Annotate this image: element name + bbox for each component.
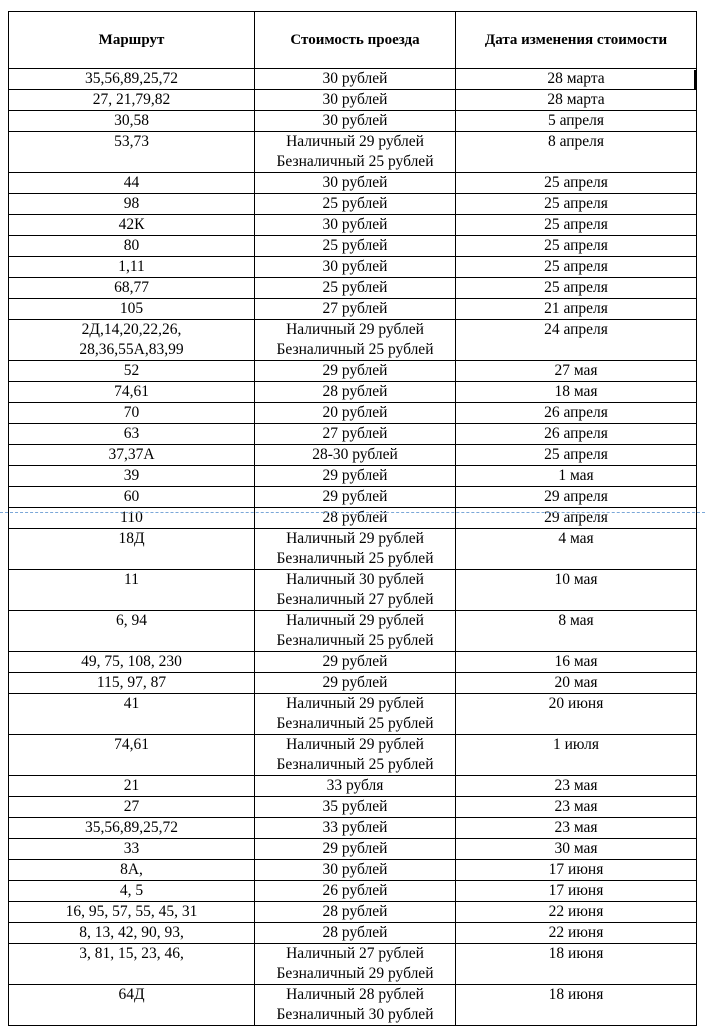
date-cell: 4 мая <box>456 529 697 570</box>
fare-cell-line: 25 рублей <box>322 237 388 254</box>
route-cell <box>9 236 255 257</box>
date-cell: 18 мая <box>456 382 697 403</box>
route-cell <box>9 570 255 611</box>
date-cell: 5 апреля <box>456 111 697 132</box>
route-cell <box>9 735 255 776</box>
route-cell-line: 27, 21,79,82 <box>92 91 171 108</box>
date-cell: 24 апреля <box>456 320 697 361</box>
table-row <box>9 797 697 818</box>
fare-cell-line: 29 рублей <box>322 653 388 670</box>
fare-cell <box>255 902 456 923</box>
fare-cell <box>255 818 456 839</box>
table-row <box>9 69 697 90</box>
table-row <box>9 173 697 194</box>
fare-cell <box>255 881 456 902</box>
route-cell-line: 115, 97, 87 <box>96 674 167 691</box>
table-row <box>9 570 697 611</box>
fare-cell-line: Наличный 29 рублей <box>286 133 424 150</box>
date-cell: 26 апреля <box>456 403 697 424</box>
route-cell-line: 60 <box>123 488 140 505</box>
date-cell: 1 июля <box>456 735 697 776</box>
table-row <box>9 403 697 424</box>
date-cell: 20 июня <box>456 694 697 735</box>
header-fare: Стоимость проезда <box>255 12 456 69</box>
table-row <box>9 236 697 257</box>
route-cell-line: 6, 94 <box>116 612 147 629</box>
route-cell-line: 70 <box>123 404 140 421</box>
fare-cell-line: 29 рублей <box>322 840 388 857</box>
fare-cell-line: 33 рублей <box>322 819 388 836</box>
header-date-changed: Дата изменения стоимости <box>456 12 697 69</box>
fare-cell <box>255 403 456 424</box>
fare-cell <box>255 236 456 257</box>
fare-cell-line: 30 рублей <box>322 174 388 191</box>
route-cell-line: 63 <box>123 425 140 442</box>
route-cell <box>9 361 255 382</box>
fare-cell-line: Наличный 29 рублей <box>286 736 424 753</box>
fare-cell <box>255 278 456 299</box>
fare-cell-line: Наличный 27 рублей <box>286 945 424 962</box>
route-cell <box>9 902 255 923</box>
fare-cell <box>255 466 456 487</box>
route-cell-line: 110 <box>120 509 143 526</box>
route-cell-line: 35,56,89,25,72 <box>85 819 178 836</box>
route-cell <box>9 132 255 173</box>
fare-cell-line: Безналичный 25 рублей <box>276 341 434 358</box>
fare-cell <box>255 611 456 652</box>
table-row <box>9 839 697 860</box>
fare-cell-line: 25 рублей <box>322 279 388 296</box>
date-cell: 27 мая <box>456 361 697 382</box>
table-row <box>9 257 697 278</box>
fare-cell <box>255 194 456 215</box>
route-cell-line: 33 <box>123 840 140 857</box>
fare-cell-line: Безналичный 29 рублей <box>276 965 434 982</box>
route-cell-line: 16, 95, 57, 55, 45, 31 <box>65 903 198 920</box>
date-cell: 25 апреля <box>456 236 697 257</box>
route-cell <box>9 944 255 985</box>
fare-cell-line: 28 рублей <box>322 383 388 400</box>
fare-cell <box>255 944 456 985</box>
route-cell <box>9 69 255 90</box>
date-cell: 18 июня <box>456 944 697 985</box>
fare-cell-line: Безналичный 25 рублей <box>276 153 434 170</box>
date-cell: 25 апреля <box>456 257 697 278</box>
fare-cell <box>255 776 456 797</box>
fare-cell-line: Наличный 28 рублей <box>286 986 424 1003</box>
route-cell-line: 64Д <box>118 986 145 1003</box>
table-row <box>9 487 697 508</box>
fare-cell-line: 30 рублей <box>322 91 388 108</box>
fare-cell-line: 26 рублей <box>322 882 388 899</box>
route-cell-line: 74,61 <box>114 736 149 753</box>
date-cell: 20 мая <box>456 673 697 694</box>
route-cell-line: 44 <box>123 174 140 191</box>
route-cell-line: 4, 5 <box>119 882 144 899</box>
route-cell-line: 68,77 <box>114 279 149 296</box>
fare-cell <box>255 90 456 111</box>
date-cell: 25 апреля <box>456 278 697 299</box>
date-cell: 22 июня <box>456 902 697 923</box>
table-row <box>9 508 697 529</box>
fare-cell-line: 30 рублей <box>322 70 388 87</box>
header-route: Маршрут <box>9 12 255 69</box>
fare-cell-line: Безналичный 30 рублей <box>276 1006 434 1023</box>
fare-cell-line: 25 рублей <box>322 195 388 212</box>
fare-cell-line: 29 рублей <box>322 488 388 505</box>
table-row <box>9 382 697 403</box>
route-cell-line: 30,58 <box>114 112 149 129</box>
table-row <box>9 445 697 466</box>
route-cell-line: 105 <box>119 300 144 317</box>
route-cell <box>9 487 255 508</box>
route-cell <box>9 299 255 320</box>
date-cell: 23 мая <box>456 776 697 797</box>
fare-cell-line: 28 рублей <box>322 924 388 941</box>
fare-cell-line: Наличный 29 рублей <box>286 321 424 338</box>
route-cell <box>9 881 255 902</box>
fare-cell <box>255 570 456 611</box>
route-cell-line: 2Д,14,20,22,26, <box>81 321 182 338</box>
fare-cell-line: Безналичный 25 рублей <box>276 632 434 649</box>
route-cell-line: 18Д <box>118 530 145 547</box>
date-cell: 8 мая <box>456 611 697 652</box>
table-row <box>9 361 697 382</box>
route-cell-line: 53,73 <box>114 133 149 150</box>
date-cell: 18 июня <box>456 985 697 1026</box>
date-cell: 28 марта <box>456 69 697 90</box>
table-header-row <box>9 12 697 69</box>
fare-cell-line: Безналичный 25 рублей <box>276 550 434 567</box>
table-row <box>9 132 697 173</box>
route-cell <box>9 466 255 487</box>
fare-cell-line: 28 рублей <box>322 903 388 920</box>
route-cell-line: 41 <box>123 695 140 712</box>
fare-cell-line: Безналичный 25 рублей <box>276 756 434 773</box>
fare-change-table <box>8 11 697 1026</box>
date-cell: 28 марта <box>456 90 697 111</box>
route-cell <box>9 424 255 445</box>
table-row <box>9 111 697 132</box>
fare-cell <box>255 673 456 694</box>
fare-cell-line: 30 рублей <box>322 861 388 878</box>
fare-cell <box>255 424 456 445</box>
page-break-line <box>0 512 705 513</box>
fare-cell-line: 27 рублей <box>322 300 388 317</box>
route-cell <box>9 611 255 652</box>
fare-cell <box>255 361 456 382</box>
date-cell: 29 апреля <box>456 508 697 529</box>
route-cell <box>9 923 255 944</box>
route-cell-line: 27 <box>123 798 140 815</box>
route-cell <box>9 173 255 194</box>
date-cell: 25 апреля <box>456 445 697 466</box>
route-cell-line: 49, 75, 108, 230 <box>81 653 182 670</box>
route-cell-line: 35,56,89,25,72 <box>85 70 178 87</box>
fare-cell-line: 29 рублей <box>322 467 388 484</box>
route-cell-line: 80 <box>123 237 140 254</box>
fare-cell <box>255 320 456 361</box>
fare-cell <box>255 839 456 860</box>
route-cell <box>9 797 255 818</box>
route-cell <box>9 403 255 424</box>
fare-cell <box>255 508 456 529</box>
route-cell <box>9 776 255 797</box>
route-cell-line: 52 <box>123 362 140 379</box>
date-cell: 16 мая <box>456 652 697 673</box>
fare-cell-line: 29 рублей <box>322 674 388 691</box>
table-row <box>9 694 697 735</box>
fare-cell <box>255 382 456 403</box>
date-cell: 8 апреля <box>456 132 697 173</box>
route-cell <box>9 694 255 735</box>
table-row <box>9 215 697 236</box>
route-cell-line: 1,11 <box>118 258 145 275</box>
table-row <box>9 652 697 673</box>
fare-cell-line: 30 рублей <box>322 258 388 275</box>
route-cell-line: 3, 81, 15, 23, 46, <box>79 945 184 962</box>
route-cell <box>9 985 255 1026</box>
fare-cell <box>255 132 456 173</box>
fare-cell-line: 30 рублей <box>322 112 388 129</box>
route-cell <box>9 111 255 132</box>
table-row <box>9 529 697 570</box>
table-row <box>9 818 697 839</box>
fare-cell-line: Наличный 29 рублей <box>286 530 424 547</box>
route-cell <box>9 818 255 839</box>
table-row <box>9 944 697 985</box>
date-cell: 30 мая <box>456 839 697 860</box>
route-cell <box>9 508 255 529</box>
date-cell: 17 июня <box>456 860 697 881</box>
table-row <box>9 611 697 652</box>
date-cell: 21 апреля <box>456 299 697 320</box>
fare-cell <box>255 257 456 278</box>
table-row <box>9 673 697 694</box>
route-cell <box>9 673 255 694</box>
route-cell <box>9 90 255 111</box>
date-cell: 10 мая <box>456 570 697 611</box>
route-cell-line: 37,37А <box>108 446 155 463</box>
fare-cell-line: Безналичный 25 рублей <box>276 715 434 732</box>
fare-cell-line: 28-30 рублей <box>312 446 398 463</box>
route-cell <box>9 278 255 299</box>
route-cell <box>9 652 255 673</box>
fare-cell <box>255 445 456 466</box>
table-row <box>9 735 697 776</box>
fare-cell-line: 29 рублей <box>322 362 388 379</box>
fare-cell <box>255 111 456 132</box>
table-row <box>9 278 697 299</box>
table-row <box>9 985 697 1026</box>
date-cell: 17 июня <box>456 881 697 902</box>
route-cell <box>9 529 255 570</box>
fare-cell <box>255 299 456 320</box>
table-row <box>9 923 697 944</box>
fare-cell <box>255 173 456 194</box>
table-row <box>9 776 697 797</box>
fare-cell <box>255 923 456 944</box>
fare-cell <box>255 735 456 776</box>
fare-cell <box>255 529 456 570</box>
route-cell <box>9 320 255 361</box>
fare-cell <box>255 652 456 673</box>
fare-cell-line: 33 рубля <box>326 777 384 794</box>
table-row <box>9 194 697 215</box>
fare-cell <box>255 487 456 508</box>
fare-cell <box>255 860 456 881</box>
route-cell <box>9 194 255 215</box>
table-row <box>9 424 697 445</box>
fare-cell-line: 30 рублей <box>322 216 388 233</box>
fare-cell <box>255 215 456 236</box>
fare-cell-line: Безналичный 27 рублей <box>276 591 434 608</box>
route-cell-line: 74,61 <box>114 383 149 400</box>
fare-cell-line: Наличный 29 рублей <box>286 695 424 712</box>
route-cell-line: 11 <box>124 571 139 588</box>
date-cell: 26 апреля <box>456 424 697 445</box>
route-cell <box>9 257 255 278</box>
table-row <box>9 320 697 361</box>
route-cell <box>9 860 255 881</box>
fare-cell <box>255 694 456 735</box>
date-cell: 25 апреля <box>456 194 697 215</box>
table-row <box>9 90 697 111</box>
date-cell: 23 мая <box>456 797 697 818</box>
fare-cell-line: 27 рублей <box>322 425 388 442</box>
text-cursor <box>694 70 696 89</box>
route-cell <box>9 839 255 860</box>
fare-cell <box>255 69 456 90</box>
table-row <box>9 299 697 320</box>
table-row <box>9 466 697 487</box>
route-cell <box>9 215 255 236</box>
table-row <box>9 860 697 881</box>
fare-cell-line: Наличный 29 рублей <box>286 612 424 629</box>
route-cell-line: 39 <box>123 467 140 484</box>
route-cell <box>9 445 255 466</box>
table-row <box>9 881 697 902</box>
date-cell: 29 апреля <box>456 487 697 508</box>
route-cell-line: 8А, <box>120 861 143 878</box>
date-cell: 22 июня <box>456 923 697 944</box>
fare-cell <box>255 985 456 1026</box>
route-cell-line: 28,36,55А,83,99 <box>79 341 184 358</box>
route-cell-line: 8, 13, 42, 90, 93, <box>79 924 184 941</box>
fare-cell <box>255 797 456 818</box>
date-cell: 23 мая <box>456 818 697 839</box>
fare-cell-line: 35 рублей <box>322 798 388 815</box>
fare-cell-line: 20 рублей <box>322 404 388 421</box>
date-cell: 1 мая <box>456 466 697 487</box>
fare-cell-line: Наличный 30 рублей <box>286 571 424 588</box>
date-cell: 25 апреля <box>456 215 697 236</box>
route-cell-line: 98 <box>123 195 140 212</box>
route-cell-line: 21 <box>123 777 140 794</box>
fare-cell-line: 28 рублей <box>322 509 388 526</box>
route-cell-line: 42К <box>118 216 145 233</box>
route-cell <box>9 382 255 403</box>
table-row <box>9 902 697 923</box>
date-cell: 25 апреля <box>456 173 697 194</box>
